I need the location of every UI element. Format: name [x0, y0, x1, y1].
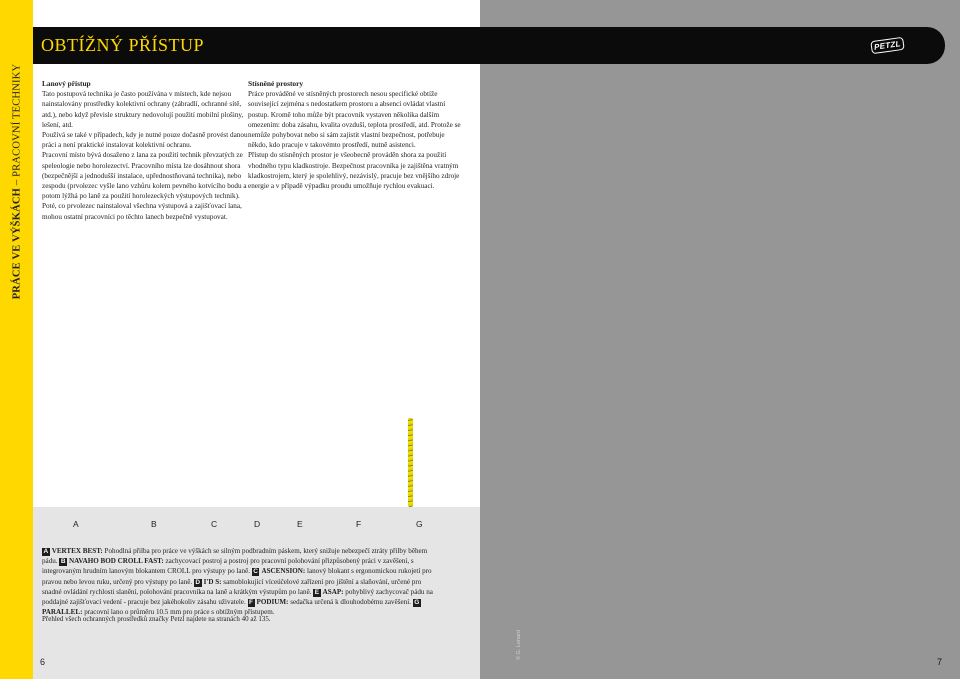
legend-tag: F: [249, 599, 253, 607]
section-heading-confined-spaces: Stísněné prostory: [248, 79, 304, 88]
legend-item-name: PODIUM:: [256, 598, 289, 607]
photo-credit-text: © G. Lenard: [516, 629, 523, 661]
right-text-column: [248, 79, 463, 191]
photo-credit: [513, 628, 525, 662]
legend-item-text: sedačka určená k dlouhodobému zavěšení.: [288, 598, 413, 607]
legend-item-name: NAVAHO BOD CROLL FAST:: [69, 557, 164, 566]
legend-item-text: pohyblivý zachycovač pádu na poddajné zajišťovací vedení - pracuje bez jakéhokoliv zásahu uživatele.: [42, 587, 433, 607]
page-title: OBTÍŽNÝ PŘÍSTUP: [41, 35, 205, 55]
sidebar-section-title: [3, 63, 31, 299]
legend-tag: D: [195, 578, 201, 586]
photo-area: [480, 0, 960, 679]
legend-tag: G: [414, 599, 420, 607]
legend-item-text: samoblokující víceúčelové zařízení pro jištění a slaňování, určené pro snadné ovládání rychlosti slanění, polohování pracovníka na laně a krátkým výstupům po laně.: [42, 577, 422, 596]
legend-item-name: PARALLEL:: [42, 608, 83, 617]
equipment-legend: [42, 546, 438, 617]
paragraph: Práce prováděné ve stísněných prostorech nesou specifické obtíže související zejména s nedostatkem prostoru a absencí ovládat vlastní postup. Kromě toho může být pracovník vystaven několika dalším omezením: doba zásahu, kvalita ovzduší, teplota prostředí, atd. Protože se nemůže pohybovat nebo si sám zajistit vlastní bezpečnost, potřebuje někdo, kdo pracuje v takovémto prostředí, nutně asistenci.: [248, 90, 461, 150]
catalog-footnote: Přehled všech ochranných prostředků značky Petzl najdete na stranách 40 až 135.: [42, 615, 271, 623]
left-text-column: [42, 79, 252, 222]
petzl-logo: [875, 36, 899, 54]
paragraph: Přístup do stísněných prostor je všeobecně prováděn shora za použití vhodného typu kladkostroje. Bezpečnost pracovníka je zajištěna vratným kladkostrojem, který je spolehlivý, nezávislý, pracuje bez vnějšího zdroje energie a v případě výpadku proudu umožňuje rychlou evakuaci.: [248, 151, 460, 191]
equipment-letter: D: [254, 519, 261, 529]
legend-item-name: ASCENSION:: [261, 567, 306, 576]
legend-item-name: I'D S:: [203, 577, 222, 586]
legend-tag: B: [60, 558, 66, 566]
equipment-letter: B: [151, 519, 157, 529]
legend-item-text: zachycovací postroj a postroj pro pracovní polohování přizpůsobený práci v zavěšení, s integrovaným hrudním lanovým blokantem CROLL pro výstupy po laně.: [42, 557, 414, 576]
paragraph: Používá se také v případech, kdy je nutné pouze dočasně provést danou práci a není praktické instalovat kolektivní ochranu.: [42, 131, 248, 150]
legend-tag: E: [314, 588, 320, 596]
sidebar-section-part1: PRÁCE VE VÝŠKÁCH: [11, 187, 23, 299]
equipment-letter: A: [73, 519, 79, 529]
title-banner: [33, 27, 945, 64]
equipment-letter: G: [416, 519, 423, 529]
sidebar-separator: –: [11, 176, 23, 188]
page-number-left: 6: [40, 657, 46, 667]
paragraph: Tato postupová technika je často používána v místech, kde nejsou nainstalovány prostředky kolektivní ochrany (zábradlí, ochranné sítě, atd.), nebo když převisle struktury nedovolují použití mobilní plošiny, lešení, atd.: [42, 90, 244, 129]
petzl-logo-text: PETZL: [870, 36, 904, 53]
equipment-letter-row: [33, 519, 480, 533]
legend-tag: A: [43, 548, 49, 555]
legend-tag: C: [253, 568, 258, 576]
legend-item-text: pracovní lano o průměru 10.5 mm pro práce s obtížným přístupem.: [82, 608, 275, 617]
equipment-letter: F: [356, 519, 362, 529]
page-number-right: 7: [937, 657, 943, 667]
sidebar-section-part2: PRACOVNÍ TECHNIKY: [11, 63, 23, 177]
rope-image: [408, 418, 413, 507]
legend-item-text: lanový blokant s ergonomickou rukojetí pro pravou nebo levou ruku, určený pro výstupy po laně.: [42, 567, 432, 586]
section-heading-rope-access: Lanový přístup: [42, 79, 91, 88]
legend-item-text: Pohodlná přilba pro práce ve výškách se silným podbradním páskem, který snižuje nebezpečí ztráty přilby během pádu.: [42, 547, 428, 566]
equipment-letter: C: [211, 519, 218, 529]
paragraph: Pracovní místo bývá dosaženo z lana za použití technik převzatých ze speleologie nebo horolezectví. Pracovního místa lze dosáhnout shora (bezpečnější a jednodušší instalace, upřednostňovaná technika), nebo zespodu (prvolezec vyšle lano vzhůru kolem pevného kotvícího bodu a potom lýžhá po laně za použití horolezeckých výstupových technik). Poté, co prvolezec nainstaloval všechna výstupová a zajišťovací lana, mohou ostatní pracovníci po těchto lanech bezpečně vystupovat.: [42, 151, 247, 221]
equipment-letter: E: [297, 519, 303, 529]
legend-item-name: VERTEX BEST:: [51, 547, 103, 555]
yellow-sidebar: [0, 0, 33, 679]
legend-item-name: ASAP:: [322, 587, 344, 596]
